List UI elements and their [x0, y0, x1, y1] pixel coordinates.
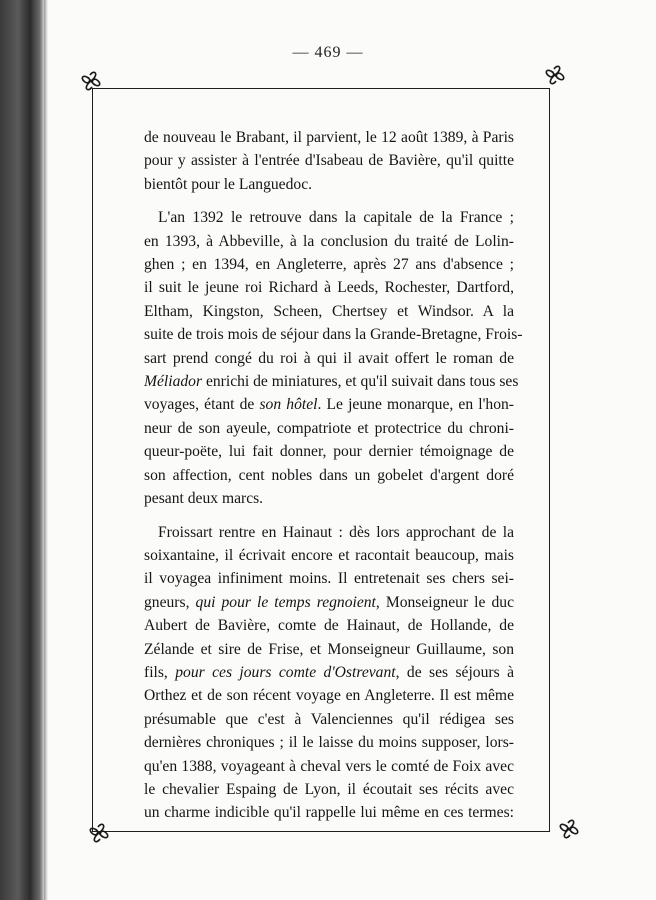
text-line: en 1393, à Abbeville, à la conclusion du traité de Lolin-	[144, 232, 514, 250]
text-line: L'an 1392 le retrouve dans la capitale de la France ;	[158, 209, 514, 227]
book-binding-shadow	[0, 0, 44, 900]
text-line: Aubert de Bavière, comte de Hainaut, de Hollande, de	[144, 617, 514, 635]
text-line: gneurs, qui pour le temps regnoient, Monseigneur le duc	[144, 593, 514, 611]
text-line: Eltham, Kingston, Scheen, Chertsey et Windsor. A la	[144, 302, 514, 320]
text-line: suite de trois mois de séjour dans la Grande-Bretagne, Frois-	[144, 326, 523, 344]
text-line: dernières chroniques ; il le laisse du moins supposer, lors-	[144, 734, 514, 752]
body-text	[144, 126, 523, 825]
text-line: pour y assister à l'entrée d'Isabeau de Bavière, qu'il quitte	[144, 152, 514, 170]
italic-title: Méliador	[144, 373, 203, 391]
page-number: — 469 —	[292, 44, 364, 61]
text-line: voyages, étant de son hôtel. Le jeune monarque, en l'hon-	[144, 396, 515, 414]
text-line: sart prend congé du roi à qui il avait offert le roman de	[144, 349, 514, 367]
floral-ornament-icon	[542, 62, 568, 88]
floral-ornament-icon	[556, 816, 582, 842]
binding-edge	[44, 0, 48, 900]
text-line: de nouveau le Brabant, il parvient, le 12 août 1389, à Paris	[144, 129, 514, 146]
text-line: Zélande et sire de Frise, et Monseigneur Guillaume, son	[144, 640, 514, 658]
text-line: qu'en 1388, voyageant à cheval vers le comté de Foix avec	[144, 757, 514, 775]
text-line: soixantaine, il écrivait encore et racontait beaucoup, mais	[144, 546, 514, 564]
text-line: Orthez et de son récent voyage en Angleterre. Il est même	[144, 687, 514, 705]
text-line: présumable que c'est à Valenciennes qu'il rédigea ses	[144, 710, 514, 728]
italic-phrase: son hôtel	[259, 396, 318, 414]
text-line: bientôt pour le Languedoc.	[144, 175, 313, 193]
text-line: Froissart rentre en Hainaut : dès lors approchant de la	[158, 523, 514, 541]
text-line: un charme indicible qu'il rappelle lui même en ces termes:	[144, 804, 514, 822]
text-line: son affection, cent nobles dans un gobelet d'argent doré	[144, 466, 514, 484]
text-line: Méliador enrichi de miniatures, et qu'il suivait dans tous ses	[144, 373, 519, 391]
text-line: queur-poëte, lui fait donner, pour dernier témoignage de	[144, 443, 514, 461]
text-line: il suit le jeune roi Richard à Leeds, Rochester, Dartford,	[144, 279, 514, 297]
text-line: le chevalier Espaing de Lyon, il écoutait ses récits avec	[144, 780, 514, 798]
text-line: fils, pour ces jours comte d'Ostrevant, de ses séjours à	[144, 663, 514, 681]
floral-ornament-icon	[86, 820, 112, 846]
text-line: neur de son ayeule, compatriote et protectrice du chroni-	[144, 419, 514, 437]
text-line: ghen ; en 1394, en Angleterre, après 27 ans d'absence ;	[144, 256, 514, 274]
italic-phrase: qui pour le temps regnoient	[195, 593, 376, 611]
text-line: pesant deux marcs.	[144, 490, 264, 508]
floral-ornament-icon	[78, 68, 104, 94]
text-line: il voyagea infiniment moins. Il entretenait ses chers sei-	[144, 570, 514, 588]
italic-phrase: pour ces jours comte d'Ostrevant	[175, 663, 396, 681]
